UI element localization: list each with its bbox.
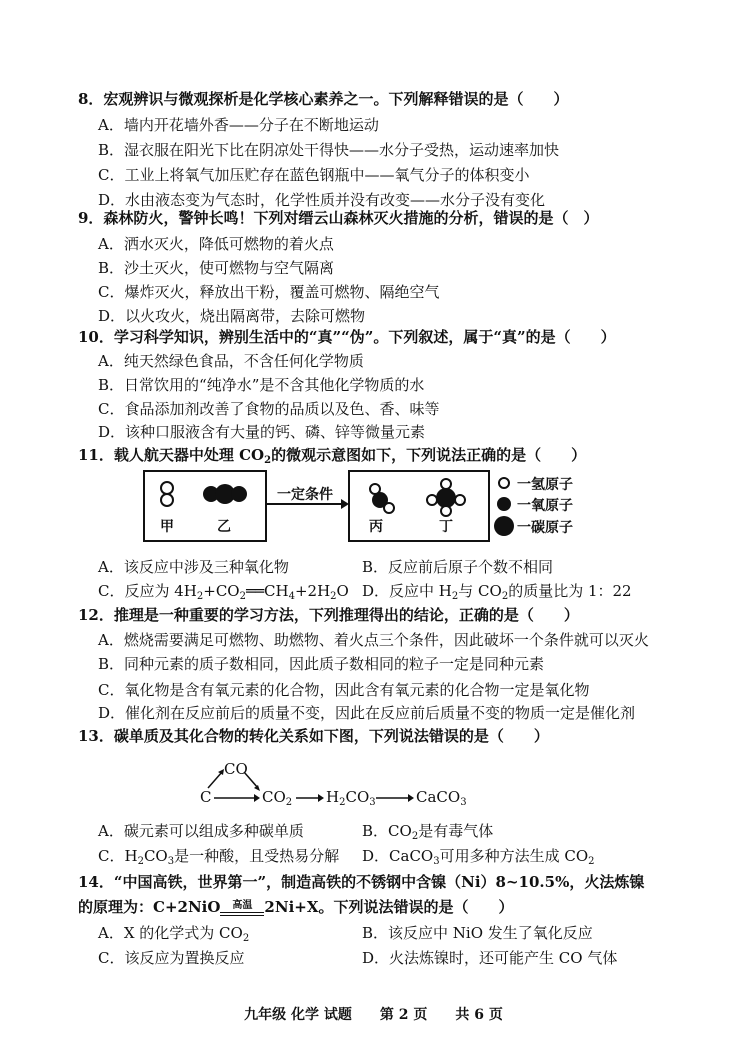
- legend-oxygen: 一氧原子: [517, 498, 573, 514]
- q12-stem: 12．推理是一种重要的学习方法，下列推理得出的结论，正确的是（ ）: [78, 606, 579, 624]
- scheme-caco3: CaCO$_3$: [416, 788, 467, 808]
- q8-option-a: A．墙内开花墙外香——分子在不断地运动: [98, 116, 379, 134]
- arrow-icon: [318, 794, 324, 802]
- scheme-h2co3: $H_2CO_3$: [326, 788, 376, 808]
- q13-option-c: C．$H_2CO_3$是一种酸，且受热易分解: [98, 847, 340, 867]
- scheme-co: CO: [224, 760, 248, 778]
- oxygen-atom: [231, 486, 247, 502]
- label-ding: 丁: [439, 519, 453, 535]
- hydrogen-atom: [441, 506, 451, 516]
- molecule-diagram: [143, 470, 603, 550]
- q12-option-a: A．燃烧需要满足可燃物、助燃物、着火点三个条件，因此破坏一个条件就可以灭火: [98, 631, 649, 649]
- arrow-icon: [254, 794, 260, 802]
- q10-stem: 10．学习科学知识，辨别生活中的“真”“伪”。下列叙述，属于“真”的是（ ）: [78, 328, 616, 346]
- hydrogen-atom: [427, 495, 437, 505]
- q10-option-c: C．食品添加剂改善了食物的品质以及色、香、味等: [98, 400, 440, 418]
- arrow-icon: [254, 785, 260, 791]
- q14-option-d: D．火法炼镍时，还可能产生 CO 气体: [362, 949, 618, 967]
- page-footer: 九年级 化学 试题 第 2 页 共 6 页: [244, 1007, 503, 1023]
- q11-option-a: A．该反应中涉及三种氧化物: [98, 558, 289, 576]
- reaction-condition-high-temp: 高温: [220, 901, 264, 916]
- q10-option-a: A．纯天然绿色食品，不含任何化学物质: [98, 352, 364, 370]
- q10-option-b: B．日常饮用的“纯净水”是不含其他化学物质的水: [98, 376, 425, 394]
- q12-option-c: C．氧化物是含有氧元素的化合物，因此含有氧元素的化合物一定是氧化物: [98, 681, 590, 699]
- q12-option-d: D．催化剂在反应前后的质量不变，因此在反应前后质量不变的物质一定是催化剂: [98, 704, 636, 722]
- arrow-icon: [408, 794, 414, 802]
- legend-carbon: 一碳原子: [517, 520, 573, 536]
- q13-option-d: D．CaCO$_3$可用多种方法生成 $CO_2$: [362, 847, 595, 867]
- arrow-head-icon: [341, 499, 349, 509]
- q14-stem-line1: 14．“中国高铁，世界第一”，制造高铁的不锈钢中含镍（Ni）8~10.5%，火法炼镍: [78, 873, 645, 891]
- q11-stem: 11．载人航天器中处理 $CO_2$的微观示意图如下，下列说法正确的是（ ）: [78, 446, 587, 466]
- q9-option-b: B．沙土灭火，使可燃物与空气隔离: [98, 259, 335, 277]
- label-jia: 甲: [160, 519, 174, 535]
- q13-option-b: B．$CO_2$是有毒气体: [362, 822, 494, 842]
- hydrogen-atom: [370, 484, 380, 494]
- legend-carbon-icon: [494, 516, 514, 536]
- q14-option-a: A．X 的化学式为 $CO_2$: [98, 924, 250, 944]
- q8-option-c: C．工业上将氧气加压贮存在蓝色钢瓶中——氧气分子的体积变小: [98, 166, 530, 184]
- scheme-c: C: [200, 788, 212, 806]
- label-yi: 乙: [217, 519, 231, 535]
- carbon-conversion-scheme: [200, 760, 480, 810]
- hydrogen-atom: [441, 479, 451, 489]
- q8-option-b: B．湿衣服在阳光下比在阴凉处干得快——水分子受热，运动速率加快: [98, 141, 560, 159]
- q10-option-d: D．该种口服液含有大量的钙、磷、锌等微量元素: [98, 423, 426, 441]
- q11-option-d: D．反应中 $H_2$与 $CO_2$的质量比为 1：22: [362, 582, 632, 602]
- q9-option-c: C．爆炸灭火，释放出干粉，覆盖可燃物、隔绝空气: [98, 283, 440, 301]
- scheme-co2: $CO_2$: [262, 788, 293, 808]
- q14-option-b: B．该反应中 NiO 发生了氧化反应: [362, 924, 593, 942]
- legend-hydrogen-icon: [499, 478, 509, 488]
- q9-option-a: A．洒水灭火，降低可燃物的着火点: [98, 235, 334, 253]
- q13-stem: 13．碳单质及其化合物的转化关系如下图，下列说法错误的是（ ）: [78, 727, 549, 745]
- label-bing: 丙: [369, 519, 383, 535]
- hydrogen-atom: [455, 495, 465, 505]
- q8-option-d: D．水由液态变为气态时，化学性质并没有改变——水分子没有变化: [98, 191, 546, 209]
- q8-stem: 8．宏观辨识与微观探析是化学核心素养之一。下列解释错误的是（ ）: [78, 90, 569, 108]
- legend-hydrogen: 一氢原子: [517, 477, 573, 493]
- hydrogen-atom: [161, 494, 173, 506]
- q9-stem: 9．森林防火，警钟长鸣！下列对缙云山森林灭火措施的分析，错误的是（ ）: [78, 209, 599, 227]
- hydrogen-atom: [384, 503, 394, 513]
- hydrogen-atom: [161, 482, 173, 494]
- q13-option-a: A．碳元素可以组成多种碳单质: [98, 822, 304, 840]
- reaction-condition: 一定条件: [277, 487, 333, 503]
- q14-stem-line2: 的原理为：C+2NiO 高温 2Ni+X。下列说法错误的是（ ）: [78, 898, 514, 916]
- q11-option-b: B．反应前后原子个数不相同: [362, 558, 554, 576]
- q11-option-c: C．反应为 $4H_2+CO_2══CH_4+2H_2O$: [98, 582, 349, 602]
- legend-oxygen-icon: [497, 497, 511, 511]
- q14-option-c: C．该反应为置换反应: [98, 949, 245, 967]
- q12-option-b: B．同种元素的质子数相同，因此质子数相同的粒子一定是同种元素: [98, 655, 545, 673]
- q9-option-d: D．以火攻火，烧出隔离带，去除可燃物: [98, 307, 366, 325]
